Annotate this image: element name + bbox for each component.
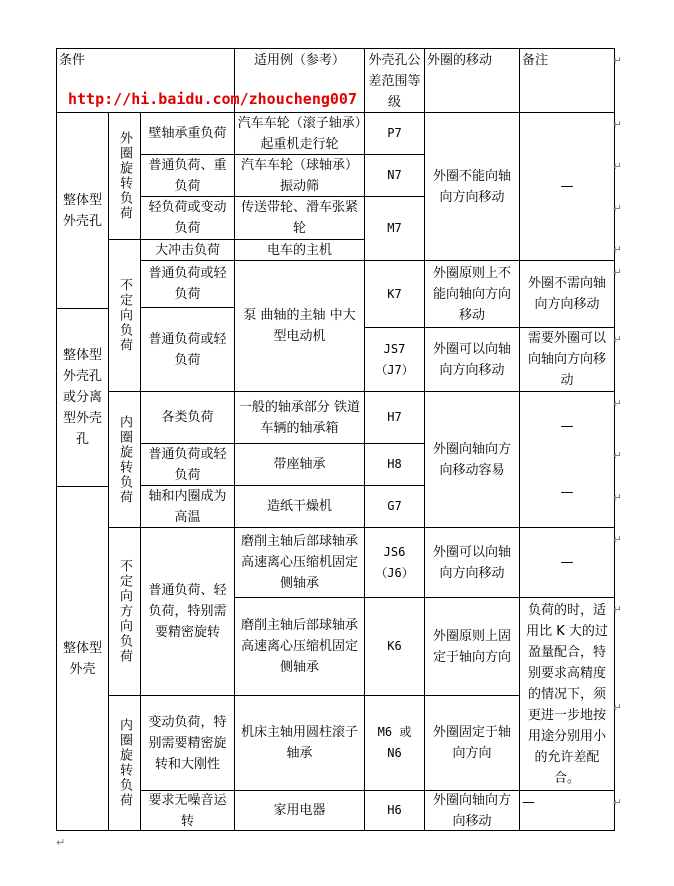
- example-row-10: 磨削主轴后部球轴承高速离心压缩机固定侧轴承: [234, 527, 364, 597]
- example-row-9: 造纸干燥机: [234, 485, 364, 527]
- load-row-10: 普通负荷、轻负荷，特别需要精密旋转: [140, 527, 234, 695]
- housing-solid-1: 整体型外壳孔: [56, 112, 108, 308]
- housing-solid-2: 整体型外壳: [56, 486, 108, 831]
- header-tolerance: 外壳孔公差范围等级: [364, 48, 424, 112]
- rotation-indefinite-1: 不定向负荷: [108, 239, 140, 391]
- paragraph-mark: ↵: [612, 202, 622, 215]
- header-example: 适用例（参考）: [234, 48, 364, 112]
- remark-1: —: [519, 112, 615, 260]
- movement-1: 外圈不能向轴向方向移动: [424, 112, 519, 260]
- paragraph-mark: ↵: [612, 54, 622, 67]
- movement-3: 外圈可以向轴向方向移动: [424, 327, 519, 391]
- header-remark: 备注: [519, 48, 615, 112]
- load-row-2: 普通负荷、重负荷: [140, 154, 234, 196]
- tolerance-n7: N7: [364, 154, 424, 196]
- load-row-7: 各类负荷: [140, 391, 234, 443]
- example-row-5: 泵 曲轴的主轴 中大型电动机: [234, 260, 364, 391]
- rotation-outer: 外圈旋转负荷: [108, 112, 140, 239]
- remark-7: —: [519, 790, 615, 831]
- tolerance-k6: K6: [364, 597, 424, 695]
- tolerance-h6: H6: [364, 790, 424, 831]
- load-row-5: 普通负荷或轻负荷: [140, 260, 234, 307]
- example-row-4: 电车的主机: [234, 239, 364, 260]
- paragraph-mark: ↵: [612, 397, 622, 410]
- movement-2: 外圈原则上不能向轴向方向移动: [424, 260, 519, 327]
- paragraph-mark: ↵: [56, 836, 66, 849]
- paragraph-mark: ↵: [612, 449, 622, 462]
- paragraph-mark: ↵: [612, 701, 622, 714]
- tolerance-h8: H8: [364, 443, 424, 485]
- remark-4-line-b: —: [560, 485, 574, 501]
- rotation-indefinite-2: 不定向方向负荷: [108, 527, 140, 695]
- example-row-8: 带座轴承: [234, 443, 364, 485]
- example-row-3: 传送带轮、滑车张紧轮: [234, 196, 364, 239]
- load-row-3: 轻负荷或变动负荷: [140, 196, 234, 239]
- example-row-12: 机床主轴用圆柱滚子轴承: [234, 695, 364, 790]
- paragraph-mark: ↵: [612, 533, 622, 546]
- header-condition: 条件: [56, 48, 234, 112]
- tolerance-k7: K7: [364, 260, 424, 327]
- example-row-1: 汽车车轮（滚子轴承）起重机走行轮: [234, 112, 364, 154]
- load-row-9: 轴和内圈成为高温: [140, 485, 234, 527]
- tolerance-g7: G7: [364, 485, 424, 527]
- load-row-4: 大冲击负荷: [140, 239, 234, 260]
- remark-5: —: [519, 527, 615, 597]
- example-row-7: 一般的轴承部分 铁道车辆的轴承箱: [234, 391, 364, 443]
- movement-8: 外圈向轴向方向移动: [424, 790, 519, 831]
- tolerance-js7: JS7 （J7）: [364, 327, 424, 391]
- remark-4: [519, 391, 615, 527]
- movement-5: 外圈可以向轴向方向移动: [424, 527, 519, 597]
- load-row-8: 普通负荷或轻负荷: [140, 443, 234, 485]
- remark-3: 需要外圈可以向轴向方向移动: [519, 327, 615, 391]
- load-row-11: 变动负荷，特别需要精密旋转和大刚性: [140, 695, 234, 790]
- watermark-url: http://hi.baidu.com/zhoucheng007: [68, 90, 357, 108]
- tolerance-js6: JS6 （J6）: [364, 527, 424, 597]
- paragraph-mark: ↵: [612, 266, 622, 279]
- remark-6: 负荷的时，适用比 K 大的过盈量配合，特别要求高精度的情况下，须更进一步地按用途分别用小的允许差配合。: [519, 597, 615, 790]
- movement-6: 外圈原则上固定于轴向方向: [424, 597, 519, 695]
- example-row-11: 磨削主轴后部球轴承 高速离心压缩机固定侧轴承: [234, 597, 364, 695]
- example-row-2: 汽车车轮（球轴承）振动筛: [234, 154, 364, 196]
- paragraph-mark: ↵: [612, 796, 622, 809]
- tolerance-m6-n6: M6 或 N6: [364, 695, 424, 790]
- paragraph-mark: ↵: [612, 333, 622, 346]
- rotation-inner-2: 内圈旋转负荷: [108, 695, 140, 831]
- movement-4: 外圈向轴向方向移动容易: [424, 391, 519, 527]
- load-row-1: 壁轴承重负荷: [140, 112, 234, 154]
- housing-solid-or-split: 整体型外壳孔或分离型外壳孔: [56, 308, 108, 486]
- load-row-6: 普通负荷或轻负荷: [140, 307, 234, 391]
- tolerance-p7: P7: [364, 112, 424, 154]
- tolerance-h7: H7: [364, 391, 424, 443]
- remark-4-line-a: —: [560, 418, 574, 434]
- paragraph-mark: ↵: [612, 118, 622, 131]
- remark-2: 外圈不需向轴向方向移动: [519, 260, 615, 327]
- load-row-12: 要求无噪音运转: [140, 790, 234, 831]
- rotation-inner-1: 内圈旋转负荷: [108, 391, 140, 527]
- header-movement: 外圈的移动: [424, 48, 519, 112]
- paragraph-mark: ↵: [612, 160, 622, 173]
- paragraph-mark: ↵: [612, 243, 622, 256]
- example-row-13: 家用电器: [234, 790, 364, 831]
- paragraph-mark: ↵: [612, 603, 622, 616]
- paragraph-mark: ↵: [612, 491, 622, 504]
- tolerance-m7: M7: [364, 196, 424, 260]
- movement-7: 外圈固定于轴向方向: [424, 695, 519, 790]
